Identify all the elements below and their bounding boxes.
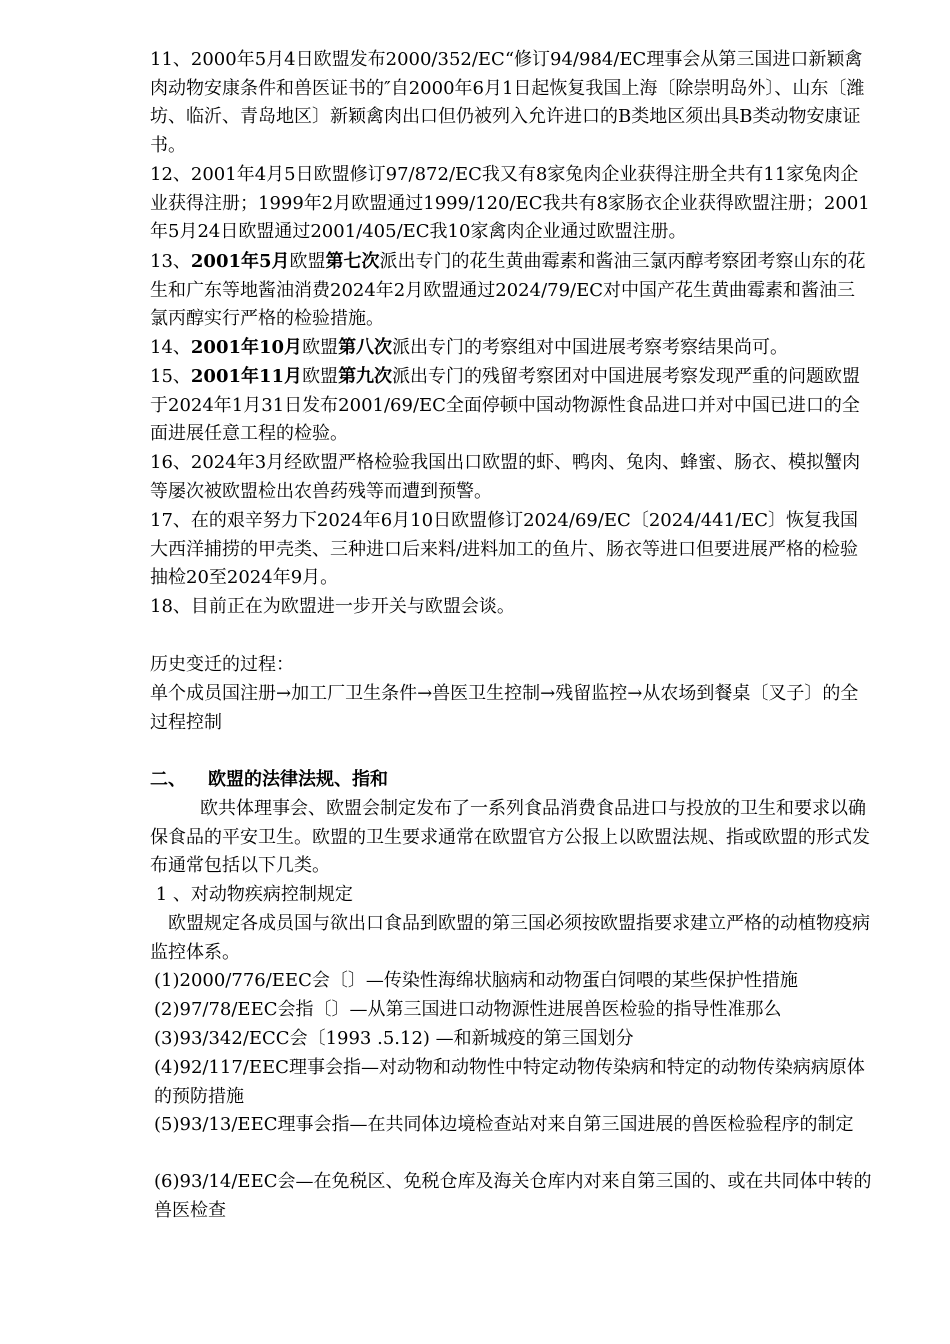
item-text: 派出专门的花生黄曲霉素和酱油三氯丙醇考察团考察山东的花生和广东等地酱油消费2024年2月欧盟通过2024/79/EC对中国产花生黄曲霉素和酱油三氯丙醇实行严格的检验措施。 <box>150 251 866 330</box>
item-number: 13、 <box>150 251 191 272</box>
regulation-item: (4)92/117/EEC理事会指—对动物和动物性中特定动物传染病和特定的动物传染病病原体的预防措施 <box>154 1057 865 1107</box>
section-number: 二、 <box>150 769 186 790</box>
bold-ordinal: 第九次 <box>338 366 393 387</box>
bold-ordinal: 第八次 <box>338 337 393 358</box>
bold-date: 2001年5月 <box>190 251 290 272</box>
regulation-item: (1)2000/776/EEC会〔〕—传染性海绵状脑病和动物蛋白饲喂的某些保护性措施 <box>154 970 798 991</box>
subsection-body: 欧盟规定各成员国与欲出口食品到欧盟的第三国必须按欧盟指要求建立严格的动植物疫病监控体系。 <box>150 913 870 963</box>
item-number: 15、 <box>150 366 191 387</box>
regulation-item: (6)93/14/EEC会—在免税区、免税仓库及海关仓库内对来自第三国的、或在共同体中转的兽医检查 <box>154 1171 872 1221</box>
bold-ordinal: 第七次 <box>325 251 380 272</box>
list-item-17: 17、在的艰辛努力下2024年6月10日欧盟修订2024/69/EC〔2024/441/EC〕恢复我国大西洋捕捞的甲壳类、三种进口后来料/进料加工的鱼片、肠衣等进口但要进展严格的检验抽检20至2024年9月。 <box>150 510 859 589</box>
item-text: 欧盟 <box>289 251 326 272</box>
list-item-12: 12、2001年4月5日欧盟修订97/872/EC我又有8家兔肉企业获得注册全共有11家兔肉企业获得注册；1999年2月欧盟通过1999/120/EC我共有8家肠衣企业获得欧盟注册；2001年5月24日欧盟通过2001/405/EC我10家禽肉企业通过欧盟注册。 <box>150 164 870 243</box>
list-item-14 <box>150 334 872 363</box>
item-text: 派出专门的残留考察团对中国进展考察发现严重的问题欧盟于2024年1月31日发布2001/69/EC全面停顿中国动物源性食品进口并对中国已进口的全面进展任意工程的检验。 <box>150 366 861 445</box>
item-number: 14、 <box>150 337 191 358</box>
regulation-item: (5)93/13/EEC理事会指—在共同体边境检查站对来自第三国进展的兽医检验程序的制定 <box>154 1114 854 1135</box>
item-text: 欧盟 <box>302 366 339 387</box>
history-title: 历史变迁的过程： <box>150 654 294 675</box>
history-body: 单个成员国注册→加工厂卫生条件→兽医卫生控制→残留监控→从农场到餐桌〔叉子〕的全过程控制 <box>150 683 859 733</box>
list-item-16: 16、2024年3月经欧盟严格检验我国出口欧盟的虾、鸭肉、兔肉、蜂蜜、肠衣、模拟蟹肉等屡次被欧盟检出农兽药残等而遭到预警。 <box>150 452 861 502</box>
regulation-item: (3)93/342/ECC会〔1993 .5.12) —和新城疫的第三国划分 <box>154 1028 634 1049</box>
bold-date: 2001年10月 <box>190 337 303 358</box>
section-heading <box>150 766 872 795</box>
item-text: 派出专门的考察组对中国进展考察考察结果尚可。 <box>392 337 789 358</box>
list-item-15 <box>150 363 872 449</box>
subsection-title: 1 、对动物疾病控制规定 <box>150 884 353 905</box>
regulation-item: (2)97/78/EEC会指〔〕—从第三国进口动物源性进展兽医检验的指导性准那么 <box>154 999 782 1020</box>
section-title: 欧盟的法律法规、指和 <box>208 769 388 790</box>
list-item-13 <box>150 248 872 334</box>
section-intro: 欧共体理事会、欧盟会制定发布了一系列食品消费食品进口与投放的卫生和要求以确保食品的平安卫生。欧盟的卫生要求通常在欧盟官方公报上以欧盟法规、指或欧盟的形式发布通常包括以下几类。 <box>150 798 870 877</box>
bold-date: 2001年11月 <box>190 366 303 387</box>
list-item-11: 11、2000年5月4日欧盟发布2000/352/EC“修订94/984/EC理事会从第三国进口新颖禽肉动物安康条件和兽医证书的″自2000年6月1日起恢复我国上海〔除崇明岛外〕、山东〔潍坊、临沂、青岛地区〕新颖禽肉出口但仍被列入允许进口的B类地区须出具B类动物安康证书。 <box>150 49 865 156</box>
item-text: 欧盟 <box>302 337 339 358</box>
list-item-18: 18、目前正在为欧盟进一步开关与欧盟会谈。 <box>150 596 515 617</box>
